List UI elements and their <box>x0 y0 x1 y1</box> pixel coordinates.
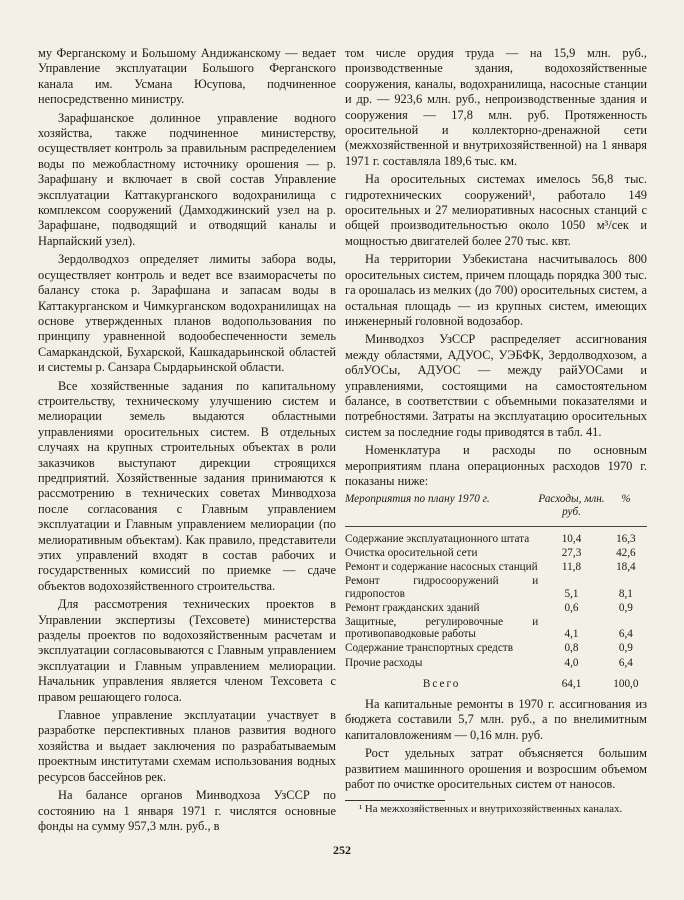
table-row <box>345 656 647 670</box>
row-percent: 42,6 <box>616 546 636 559</box>
column-header: % <box>605 493 647 526</box>
paragraph: Рост удельных затрат объясняется большим развитием машинного орошения и возросшим объемом работ по очистке оросительных систем от наносов. <box>345 746 647 792</box>
footnote-divider <box>345 800 445 801</box>
row-value: 4,1 <box>564 628 579 641</box>
row-value: 5,1 <box>564 587 579 600</box>
table-row <box>345 546 647 560</box>
row-value: 11,8 <box>561 561 582 574</box>
row-label: Содержание эксплуатационного штата <box>345 532 530 545</box>
table-row <box>345 560 647 574</box>
table-row <box>345 615 647 641</box>
row-label: Ремонт гражданских зданий <box>345 601 480 614</box>
table-row <box>345 574 647 600</box>
row-label: Прочие расходы <box>345 656 423 669</box>
row-label: Содержание транспортных средств <box>345 642 513 655</box>
total-value: 64,1 <box>561 677 582 690</box>
right-column <box>345 46 647 816</box>
row-percent: 6,4 <box>618 628 633 641</box>
row-percent: 8,1 <box>618 587 633 600</box>
left-column <box>38 46 336 837</box>
paragraph: На капитальные ремонты в 1970 г. ассигнования из бюджета составили 5,7 млн. руб., а по внелимитным капиталовложениям — 0,16 млн. руб. <box>345 697 647 742</box>
paragraph: Минводхоз УзССР распределяет ассигнования между областями, АДУОС, УЭБФК, Зердолводхозом, а облУОСы, АДУОС — между райУОСами и управлениями, состоящими на самостоятельном балансе, в соответствии с объемными показателями и потребностями. Затраты на эксплуатацию оросительных систем за последние годы приводятся в табл. 41. <box>345 332 647 439</box>
expense-table <box>345 493 647 691</box>
row-percent: 0,9 <box>618 642 633 655</box>
row-value: 10,4 <box>561 532 582 545</box>
paragraph: Зарафшанское долинное управление водного хозяйства, также подчиненное министерству, осуществляет контроль за правильным распределением воды по межобластному источнику орошения — р. Зарафшану и включает в свой состав Управление эксплуатации Каттакурганского водохранилища с комплексом сооружений (Дамходжинский узел на р. Зарафшане, подводящий и отводящий каналы и Нарпайский узел). <box>38 110 336 248</box>
row-value: 4,0 <box>564 656 579 669</box>
paragraph: На балансе органов Минводхоза УзССР по состоянию на 1 января 1971 г. числятся основные фонды на сумму 957,3 млн. руб., в <box>38 788 336 833</box>
total-percent: 100,0 <box>613 677 639 690</box>
row-label: Ремонт и содержание насосных станций <box>345 561 538 574</box>
table-total-row <box>345 670 647 691</box>
paragraph: том числе орудия труда — на 15,9 млн. руб., производственные здания, водохозяйственные сооружения, каналы, водохранилища, насосные станции и др. — 923,6 млн. руб., непроизводственные здания и сооружения — 17,8 млн. руб. Протяженность оросительной и коллекторно-дренажной сети (межхозяйственной и внутрихозяйственной) на 1 января 1971 г. составляла 189,6 тыс. км. <box>345 46 647 168</box>
row-value: 27,3 <box>561 546 582 559</box>
paragraph: Номенклатура и расходы по основным мероприятиям плана операционных расходов 1970 г. показаны ниже: <box>345 443 647 488</box>
row-value: 0,8 <box>564 642 579 655</box>
table-header-row <box>345 493 647 526</box>
paragraph: Главное управление эксплуатации участвует в разработке перспективных планов развития водного хозяйства и выдает заключения по разрабатываемым проектным институтами схемам использования водных ресурсов бассейнов рек. <box>38 708 336 784</box>
row-label: Ремонт гидросооружений и гидропостов <box>345 575 539 600</box>
footnote: ¹ На межхозяйственных и внутрихозяйственных каналах. <box>359 803 623 816</box>
table-row <box>345 641 647 655</box>
paragraph: Все хозяйственные задания по капитальному строительству, техническому улучшению систем и мелиорации земель выдаются областными управлениями оросительных систем. В отдельных случаях на крупных строительных объектах в роли заказчиков выступают дирекции строящихся предприятий. Хозяйственные задания принимаются к рассмотрению в технических советах Минводхоза после согласования с Главным управлением эксплуатации и Главным управлением мелиорации (по мелиоративным объектам). Как правило, представители этих управлений входят в состав рабочих и государственных комиссий по приемке — сдаче объектов водохозяйственного строительства. <box>38 378 336 593</box>
paragraph: му Ферганскому и Большому Андижанскому — ведает Управление эксплуатации Большого Ферганского канала им. Усмана Юсупова, подчиненное непосредственно министру. <box>38 46 336 107</box>
row-label: Очистка оросительной сети <box>345 546 478 559</box>
table-row <box>345 601 647 615</box>
row-percent: 16,3 <box>616 532 636 545</box>
paragraph: На оросительных системах имелось 56,8 тыс. гидротехнических сооружений¹, работало 149 оросительных и 27 мелиоративных насосных станций с общей производительностью около 1050 м³/сек и мощностью двигателей более 270 тыс. квт. <box>345 172 647 248</box>
table-row <box>345 526 647 546</box>
row-label: Защитные, регулировочные и противопаводковые работы <box>345 616 539 641</box>
paragraph: Для рассмотрения технических проектов в Управлении экспертизы (Техсовете) министерства разделы проектов по водохозяйственным расчетам и эксплуатации согласовываются с Главным управлением эксплуатации и Главным управлением мелиорации. Начальник управления является членом Техсовета с правом решающего голоса. <box>38 597 336 704</box>
row-percent: 18,4 <box>616 561 636 574</box>
page-number: 252 <box>333 843 351 857</box>
total-label: Всего <box>422 677 461 690</box>
paragraph: На территории Узбекистана насчитывалось 800 оросительных систем, причем площадь порядка 300 тыс. га орошалась из мелких (до 700) оросительных систем, а остальная площадь — из крупных систем, имеющих инженерный головной водозабор. <box>345 252 647 328</box>
paragraph: Зердолводхоз определяет лимиты забора воды, осуществляет контроль и ведет все взаиморасчеты по балансу стока р. Зарафшана и запасам воды в Каттакурганском и Чимкурганском водохранилищах на основе утвержденных планов водопользования по принципу уравненной водообеспеченности земель Самаркандской, Бухарской, Кашкадарьинской областей и системы р. Санзара Сырдарьинской области. <box>38 252 336 375</box>
column-header: Мероприятия по плану 1970 г. <box>345 493 538 526</box>
row-value: 0,6 <box>564 601 579 614</box>
column-header: Расходы, млн. руб. <box>538 493 604 526</box>
row-percent: 0,9 <box>618 601 633 614</box>
row-percent: 6,4 <box>618 656 633 669</box>
